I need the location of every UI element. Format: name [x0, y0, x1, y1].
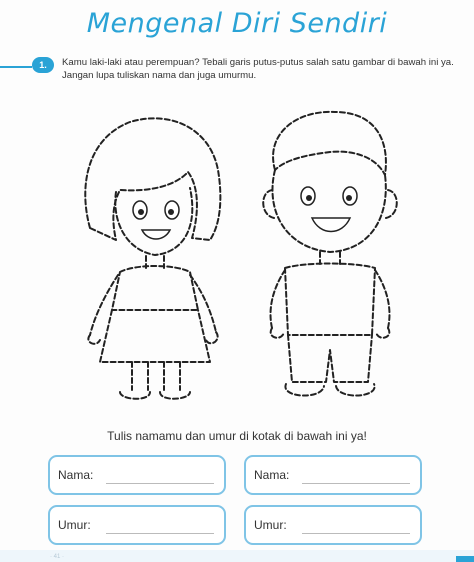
tracing-figures: [60, 100, 430, 415]
age-field-right[interactable]: [244, 505, 422, 545]
age-label: Umur:: [58, 518, 91, 532]
age-write-line: [106, 533, 214, 534]
name-write-line: [302, 483, 410, 484]
question-number-badge: 1.: [32, 57, 54, 73]
age-label: Umur:: [254, 518, 287, 532]
page-title: Mengenal Diri Sendiri: [86, 8, 388, 39]
girl-figure[interactable]: [85, 118, 220, 398]
name-label: Nama:: [254, 468, 290, 482]
page-number: · 41 ·: [50, 554, 65, 560]
age-write-line: [302, 533, 410, 534]
boy-figure[interactable]: [263, 112, 397, 396]
page-footer: [0, 550, 474, 562]
age-field-left[interactable]: [48, 505, 226, 545]
accent-rule: [0, 66, 32, 68]
fill-in-caption: Tulis namamu dan umur di kotak di bawah ini ya!: [107, 429, 367, 443]
name-field-right[interactable]: [244, 455, 422, 495]
name-field-left[interactable]: [48, 455, 226, 495]
name-label: Nama:: [58, 468, 94, 482]
footer-accent-tab: [456, 556, 474, 562]
name-write-line: [106, 483, 214, 484]
question-instruction: Kamu laki-laki atau perempuan? Tebali garis putus-putus salah satu gambar di bawah ini ya. Jangan lupa tuliskan nama dan juga umurmu.: [62, 57, 454, 81]
